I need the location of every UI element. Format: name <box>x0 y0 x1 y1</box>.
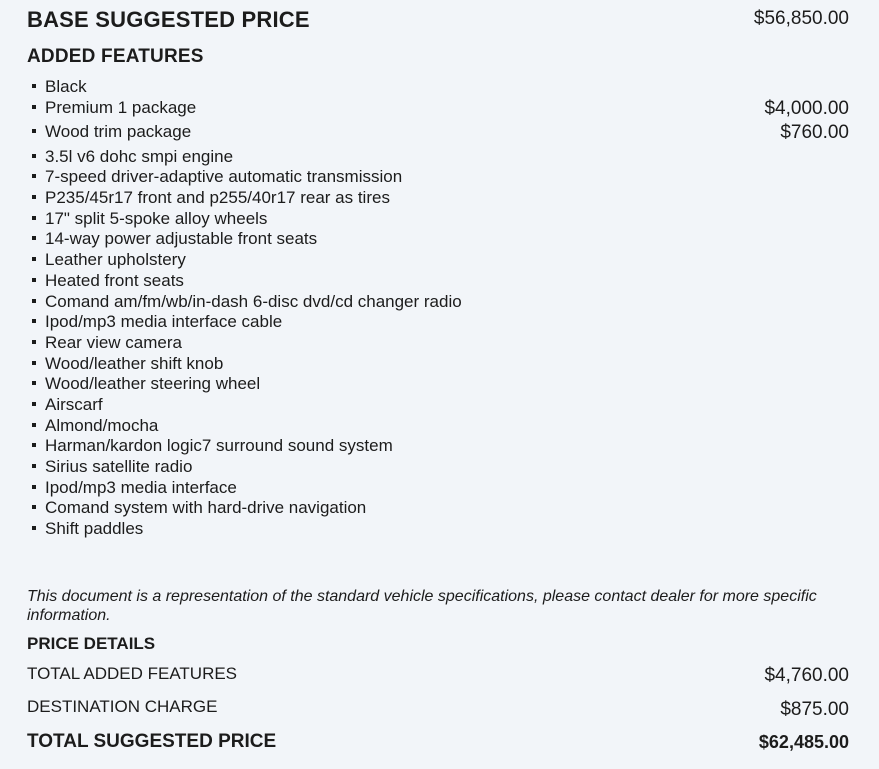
feature-label: Harman/kardon logic7 surround sound system <box>45 436 393 456</box>
feature-item <box>30 477 860 498</box>
feature-label: P235/45r17 front and p255/40r17 rear as tires <box>45 188 390 208</box>
feature-label: Leather upholstery <box>45 250 186 270</box>
feature-label: Wood trim package <box>45 122 192 142</box>
feature-label: Shift paddles <box>45 519 144 539</box>
feature-label: Premium 1 package <box>45 97 197 117</box>
disclaimer-text: This document is a representation of the standard vehicle specifications, please contact dealer for more specific information. <box>27 588 817 624</box>
feature-item <box>30 228 860 249</box>
base-price-label: BASE SUGGESTED PRICE <box>27 7 310 32</box>
feature-item <box>30 97 860 122</box>
feature-item <box>30 311 860 332</box>
bullet-icon <box>32 340 36 344</box>
total-suggested-price-label: TOTAL SUGGESTED PRICE <box>27 731 277 752</box>
feature-item <box>30 394 860 415</box>
feature-item <box>30 435 860 456</box>
feature-label: Sirius satellite radio <box>45 457 193 476</box>
bullet-icon <box>32 236 36 240</box>
feature-item <box>30 291 860 312</box>
bullet-icon <box>32 278 36 282</box>
feature-label: Rear view camera <box>45 332 182 352</box>
added-features-heading: ADDED FEATURES <box>27 46 204 67</box>
feature-label: 17" split 5-spoke alloy wheels <box>45 208 268 228</box>
feature-label: Ipod/mp3 media interface cable <box>45 312 283 332</box>
feature-label: Comand system with hard-drive navigation <box>45 498 367 518</box>
feature-item <box>30 249 860 270</box>
feature-item <box>30 270 860 291</box>
feature-item <box>30 353 860 374</box>
feature-label: Comand am/fm/wb/in-dash 6-disc dvd/cd changer radio <box>45 291 462 311</box>
feature-item <box>30 76 860 97</box>
bullet-icon <box>32 423 36 427</box>
bullet-icon <box>32 402 36 406</box>
bullet-icon <box>32 464 36 468</box>
bullet-icon <box>32 195 36 199</box>
feature-label: Wood/leather shift knob <box>45 353 224 373</box>
feature-label: 7-speed driver-adaptive automatic transmission <box>45 167 403 187</box>
total-added-features-label: TOTAL ADDED FEATURES <box>27 664 238 683</box>
bullet-icon <box>32 105 36 109</box>
feature-item <box>30 166 860 187</box>
bullet-icon <box>32 84 36 88</box>
bullet-icon <box>32 361 36 365</box>
feature-label: 14-way power adjustable front seats <box>45 229 318 249</box>
feature-label: Airscarf <box>45 394 103 414</box>
feature-item <box>30 146 860 167</box>
feature-price: $760.00 <box>780 122 849 144</box>
feature-label: Heated front seats <box>45 270 184 290</box>
base-price-value: $56,850.00 <box>753 8 849 29</box>
destination-charge-value: $875.00 <box>780 699 849 720</box>
feature-label: Black <box>45 77 87 96</box>
feature-label: Almond/mocha <box>45 415 159 435</box>
feature-item <box>30 187 860 208</box>
bullet-icon <box>32 129 36 133</box>
feature-item <box>30 121 860 146</box>
price-details-heading: PRICE DETAILS <box>27 634 156 653</box>
bullet-icon <box>32 526 36 530</box>
bullet-icon <box>32 216 36 220</box>
bullet-icon <box>32 299 36 303</box>
feature-item <box>30 332 860 353</box>
bullet-icon <box>32 174 36 178</box>
features-list <box>30 76 860 539</box>
feature-label: 3.5l v6 dohc smpi engine <box>45 146 234 166</box>
feature-item <box>30 373 860 394</box>
bullet-icon <box>32 443 36 447</box>
feature-item <box>30 415 860 436</box>
feature-item <box>30 456 860 477</box>
bullet-icon <box>32 505 36 509</box>
total-added-features-value: $4,760.00 <box>764 665 849 686</box>
bullet-icon <box>32 381 36 385</box>
bullet-icon <box>32 257 36 261</box>
feature-price: $4,000.00 <box>764 97 849 119</box>
feature-label: Ipod/mp3 media interface <box>45 477 237 497</box>
bullet-icon <box>32 485 36 489</box>
feature-item <box>30 497 860 518</box>
feature-label: Wood/leather steering wheel <box>45 374 261 394</box>
total-suggested-price-value: $62,485.00 <box>758 732 849 752</box>
feature-item <box>30 518 860 539</box>
destination-charge-label: DESTINATION CHARGE <box>27 697 218 716</box>
feature-item <box>30 208 860 229</box>
bullet-icon <box>32 154 36 158</box>
bullet-icon <box>32 319 36 323</box>
